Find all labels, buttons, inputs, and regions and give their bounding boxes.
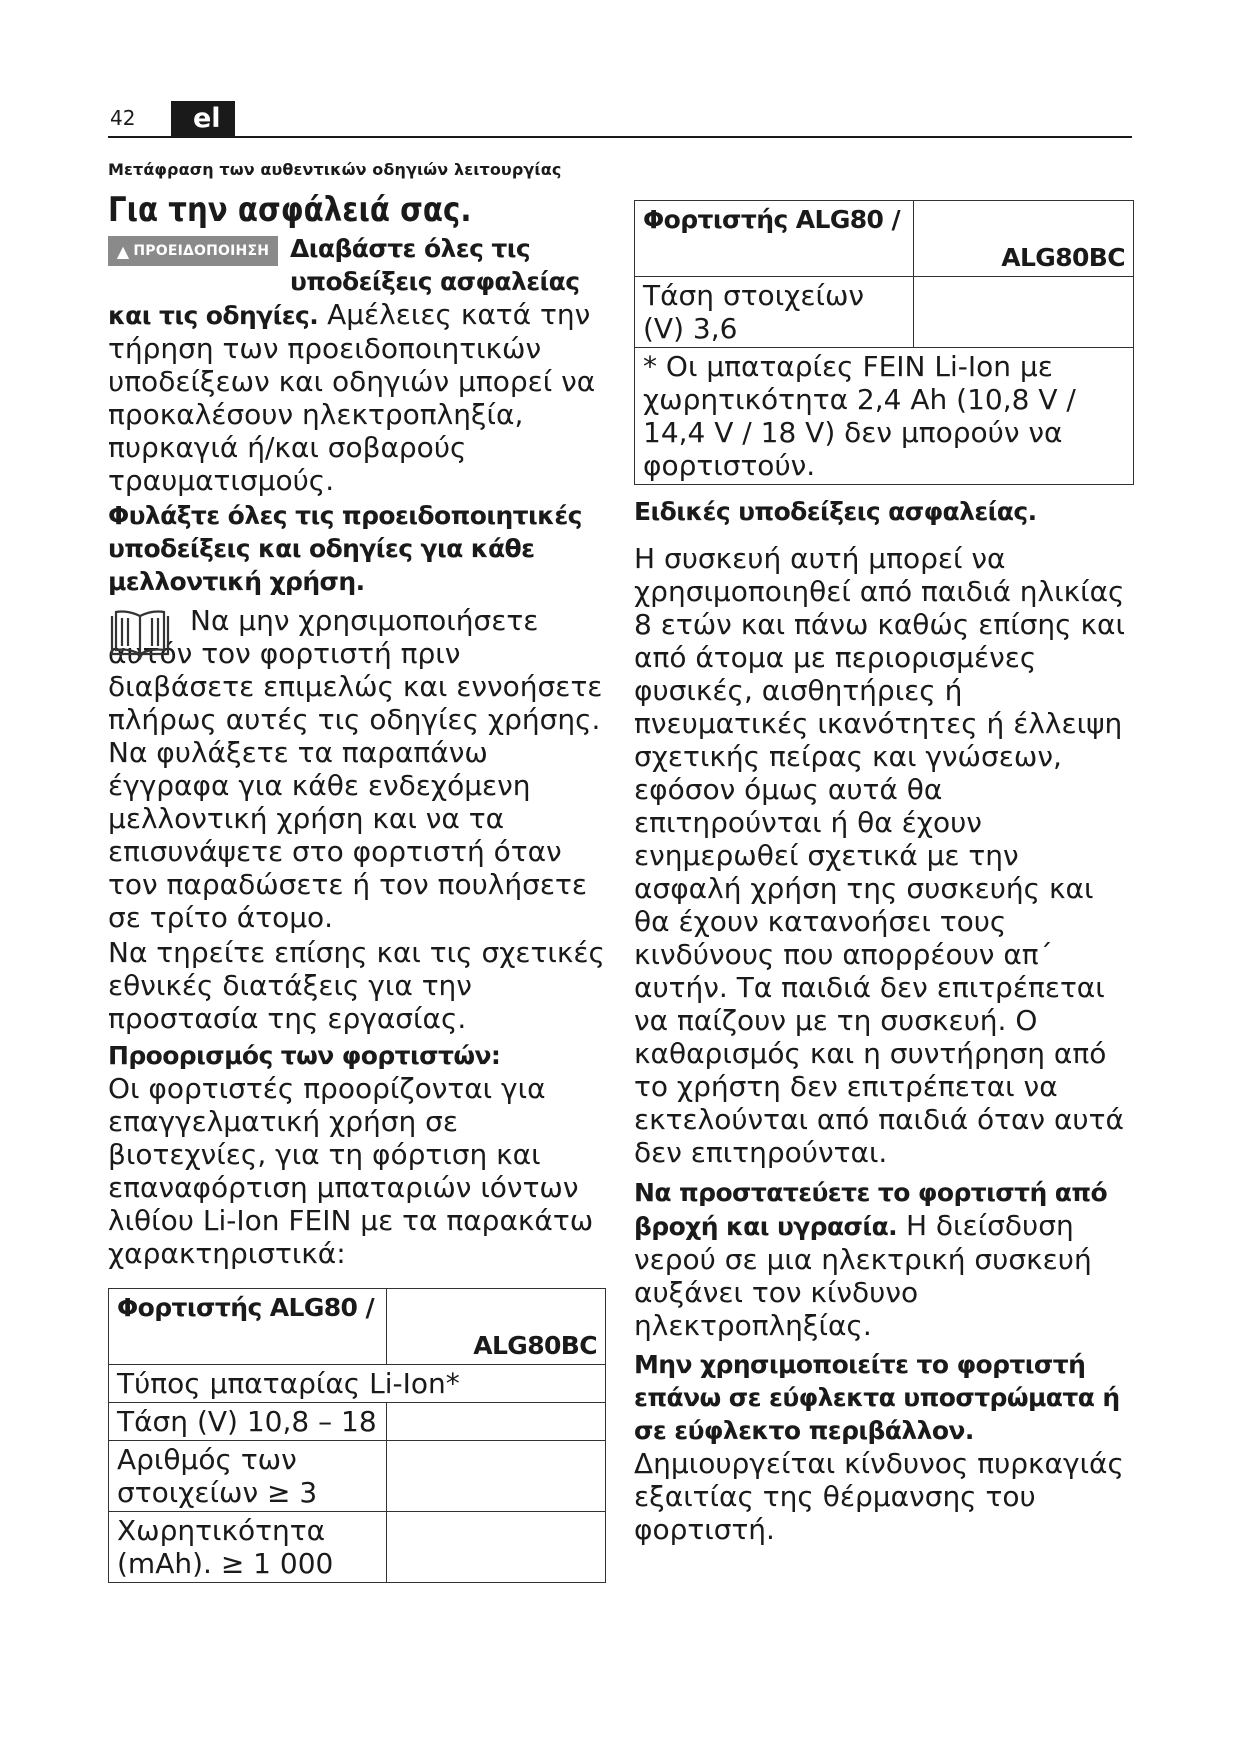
warning-bold-line-1: Διαβάστε όλες τις bbox=[290, 234, 531, 263]
flammable-bold: Μην χρησιμοποιείτε το φορτιστή επάνω σε εύφλεκτα υποστρώματα ή σε εύφλεκτο περιβάλλον. bbox=[634, 1350, 1120, 1445]
warning-bold-line-3: και τις οδηγίες. bbox=[108, 301, 319, 330]
table-row bbox=[109, 1365, 606, 1403]
warning-paragraph bbox=[108, 298, 606, 497]
warning-text: Αμέλειες κατά την τήρηση των προειδοποιητικών υποδείξεων και οδηγιών μπορεί να προκαλέσουν ηλεκτροπληξία, πυρκαγιά ή/και σοβαρούς τραυματισμούς. bbox=[108, 298, 596, 497]
right-column bbox=[634, 200, 1134, 1546]
warning-triangle-icon: ▲ bbox=[116, 241, 130, 261]
table-cell-cell-count: Αριθμός των στοιχείων ≥ 3 bbox=[109, 1441, 387, 1512]
document-subtitle: Μετάφραση των αυθεντικών οδηγιών λειτουργίας bbox=[108, 160, 562, 179]
table-header-row bbox=[635, 201, 1134, 277]
section-title: Για την ασφάλειά σας. bbox=[108, 190, 472, 230]
table-cell-capacity: Χωρητικότητα (mAh). ≥ 1 000 bbox=[109, 1512, 387, 1583]
table-header-right: ALG80BC bbox=[387, 1289, 606, 1365]
page-number: 42 bbox=[110, 106, 136, 130]
open-book-icon bbox=[108, 608, 172, 662]
warning-badge bbox=[108, 236, 278, 266]
table-header-right: ALG80BC bbox=[914, 201, 1134, 277]
warning-bold-line-2: υποδείξεις ασφαλείας bbox=[290, 267, 580, 296]
table-header-left: Φορτιστής ALG80 / bbox=[635, 201, 914, 277]
table-cell-voltage-value bbox=[387, 1403, 606, 1441]
children-usage-text: Η συσκευή αυτή μπορεί να χρησιμοποιηθεί από παιδιά ηλικίας 8 ετών και πάνω καθώς επίσης και από άτομα με περιορισμένες φυσικές, αισθητήριες ή πνευματικές ικανότητες ή έλλειψη σχετικής πείρας και γνώσεων, εφόσον όμως αυτά θα επιτηρούνται ή θα έχουν ενημερωθεί σχετικά με την ασφαλή χρήση της συσκευής και θα έχουν κατανοήσει τους κινδύνους που απορρέουν απ΄ αυτήν. Τα παιδιά δεν επιτρέπεται να παίζουν με τη συσκευή. Ο καθαρισμός και η συντήρηση από το χρήστη δεν επιτρέπεται να εκτελούνται από παιδιά όταν αυτά δεν επιτηρούνται. bbox=[634, 542, 1125, 1169]
table-cell-cell-voltage-value bbox=[914, 277, 1134, 348]
table-cell-battery-type: Τύπος μπαταρίας Li-Ion* bbox=[109, 1365, 606, 1403]
warning-row bbox=[108, 232, 606, 298]
table-row bbox=[635, 348, 1134, 485]
special-safety-heading: Ειδικές υποδείξεις ασφαλείας. bbox=[634, 497, 1037, 526]
table-cell-cell-voltage: Τάση στοιχείων (V) 3,6 bbox=[635, 277, 914, 348]
read-manual-text-content: Να μην χρησιμοποιήσετε αυτόν τον φορτιστή πριν διαβάσετε επιμελώς και εννοήσετε πλήρως αυτές τις οδηγίες χρήσης. Να φυλάξετε τα παραπάνω έγγραφα για κάθε ενδεχόμενη μελλοντική χρήση και να τα επισυνάψετε στο φορτιστή όταν τον παραδώσετε ή τον πουλήσετε σε τρίτο άτομο. bbox=[108, 604, 603, 934]
charger-spec-table-continued bbox=[634, 200, 1134, 485]
table-row bbox=[109, 1403, 606, 1441]
rain-bold: Να προστατεύετε το φορτιστή από βροχή και υγρασία. bbox=[634, 1178, 1108, 1241]
table-cell-cell-count-value bbox=[387, 1441, 606, 1512]
table-header-row bbox=[109, 1289, 606, 1365]
table-cell-capacity-value bbox=[387, 1512, 606, 1583]
header-rule bbox=[108, 136, 1132, 138]
book-row bbox=[108, 604, 606, 934]
warning-badge-label: ΠΡΟΕΙΔΟΠΟΙΗΣΗ bbox=[133, 242, 270, 259]
flammable-text: Δημιουργείται κίνδυνος πυρκαγιάς εξαιτίας της θέρμανσης του φορτιστή. bbox=[634, 1447, 1124, 1546]
rain-paragraph bbox=[634, 1175, 1134, 1342]
table-row bbox=[635, 277, 1134, 348]
table-header-left: Φορτιστής ALG80 / bbox=[109, 1289, 387, 1365]
table-row bbox=[109, 1441, 606, 1512]
keep-instructions-bold: Φυλάξτε όλες τις προειδοποιητικές υποδείξεις και οδηγίες για κάθε μελλοντική χρήση. bbox=[108, 501, 582, 596]
rain-text: Η διείσδυση νερού σε μια ηλεκτρική συσκευή αυξάνει τον κίνδυνο ηλεκτροπληξίας. bbox=[634, 1209, 1092, 1342]
national-regulations-text: Να τηρείτε επίσης και τις σχετικές εθνικές διατάξεις για την προστασία της εργασίας. bbox=[108, 936, 605, 1035]
charger-spec-table bbox=[108, 1288, 606, 1583]
table-cell-voltage: Τάση (V) 10,8 – 18 bbox=[109, 1403, 387, 1441]
purpose-heading: Προορισμός των φορτιστών: bbox=[108, 1041, 501, 1070]
table-footnote: * Οι μπαταρίες FEIN Li-Ion με χωρητικότητα 2,4 Ah (10,8 V / 14,4 V / 18 V) δεν μπορούν να φορτιστούν. bbox=[635, 348, 1134, 485]
purpose-text: Οι φορτιστές προορίζονται για επαγγελματική χρήση σε βιοτεχνίες, για τη φόρτιση και επαναφόρτιση μπαταριών ιόντων λιθίου Li-Ion FEIN με τα παρακάτω χαρακτηριστικά: bbox=[108, 1072, 594, 1270]
language-code: el bbox=[171, 101, 235, 137]
read-manual-text bbox=[108, 604, 606, 934]
left-column bbox=[108, 190, 606, 1583]
table-row bbox=[109, 1512, 606, 1583]
